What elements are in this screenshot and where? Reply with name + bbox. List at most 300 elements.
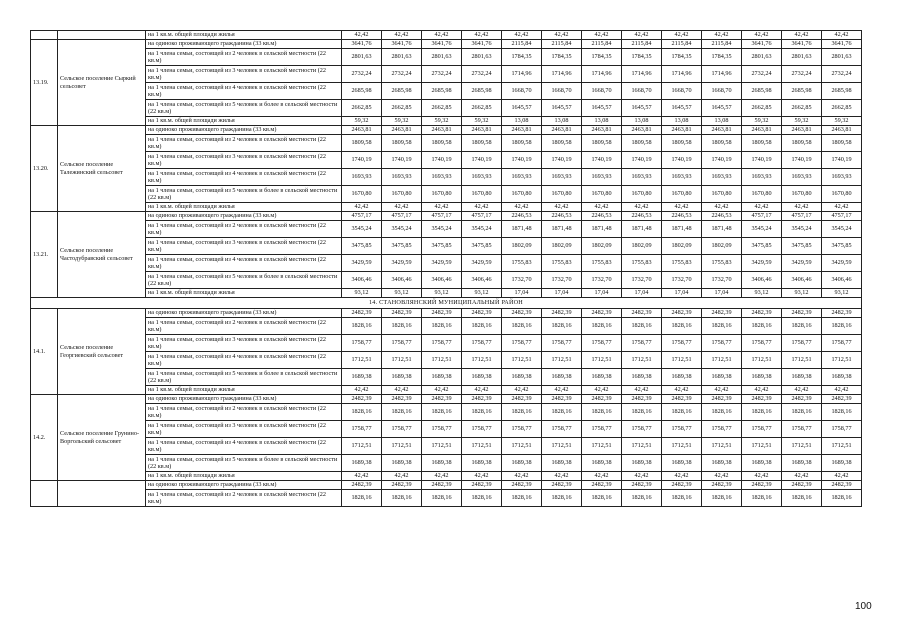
value-cell: 42,42 — [622, 31, 662, 40]
value-cell: 2246,53 — [622, 212, 662, 221]
table-row — [31, 481, 862, 490]
value-cell: 1828,16 — [422, 318, 462, 335]
value-cell: 3429,59 — [382, 255, 422, 272]
settlement-name: Сельское поселение Грунино-Воргольский сельсовет — [58, 395, 146, 481]
value-cell: 2732,24 — [342, 66, 382, 83]
value-cell: 3429,59 — [342, 255, 382, 272]
value-cell: 1689,38 — [742, 369, 782, 386]
value-cell: 1758,77 — [342, 335, 382, 352]
value-cell: 1758,77 — [502, 335, 542, 352]
value-cell: 42,42 — [622, 203, 662, 212]
value-cell: 1758,77 — [822, 421, 862, 438]
value-cell: 2482,39 — [782, 395, 822, 404]
value-cell: 93,12 — [342, 289, 382, 298]
value-cell: 1712,51 — [662, 438, 702, 455]
section-title: 14. СТАНОВЛЯНСКИЙ МУНИЦИПАЛЬНЫЙ РАЙОН — [31, 298, 862, 309]
group-index: 14.1. — [31, 309, 58, 395]
table-row — [31, 40, 862, 49]
value-cell: 2482,39 — [342, 309, 382, 318]
table-row — [31, 455, 862, 472]
value-cell: 1809,58 — [662, 135, 702, 152]
value-cell: 1693,93 — [342, 169, 382, 186]
value-cell: 1740,19 — [702, 152, 742, 169]
row-description: на 1 члена семьи, состоящей из 2 человек в сельской местности (22 кв.м) — [146, 221, 342, 238]
value-cell: 1670,80 — [702, 186, 742, 203]
value-cell: 13,08 — [702, 117, 742, 126]
row-description: на 1 члена семьи, состоящей из 5 человек и более в сельской местности (22 кв.м) — [146, 186, 342, 203]
value-cell: 2482,39 — [742, 309, 782, 318]
value-cell: 59,32 — [742, 117, 782, 126]
value-cell: 1732,70 — [582, 272, 622, 289]
value-cell: 3429,59 — [782, 255, 822, 272]
table-row — [31, 335, 862, 352]
value-cell: 1809,58 — [542, 135, 582, 152]
value-cell: 1828,16 — [382, 490, 422, 507]
table-row — [31, 309, 862, 318]
value-cell: 3429,59 — [822, 255, 862, 272]
value-cell: 4757,17 — [782, 212, 822, 221]
value-cell: 1732,70 — [662, 272, 702, 289]
value-cell: 1714,96 — [662, 66, 702, 83]
value-cell: 1693,93 — [742, 169, 782, 186]
value-cell: 3475,85 — [822, 238, 862, 255]
value-cell: 1670,80 — [342, 186, 382, 203]
value-cell: 4757,17 — [382, 212, 422, 221]
value-cell: 1755,83 — [542, 255, 582, 272]
value-cell: 2482,39 — [782, 481, 822, 490]
value-cell: 3406,46 — [462, 272, 502, 289]
value-cell: 42,42 — [662, 203, 702, 212]
value-cell: 1828,16 — [622, 490, 662, 507]
value-cell: 2801,63 — [342, 49, 382, 66]
value-cell: 1740,19 — [822, 152, 862, 169]
value-cell: 2463,81 — [622, 126, 662, 135]
row-description: на одиноко проживающего гражданина (33 кв.м) — [146, 40, 342, 49]
value-cell: 2482,39 — [502, 481, 542, 490]
value-cell: 2482,39 — [542, 309, 582, 318]
value-cell: 1828,16 — [542, 318, 582, 335]
value-cell: 2463,81 — [582, 126, 622, 135]
table-row — [31, 438, 862, 455]
value-cell: 1645,57 — [582, 100, 622, 117]
value-cell: 2482,39 — [622, 481, 662, 490]
value-cell: 1740,19 — [782, 152, 822, 169]
value-cell: 1758,77 — [382, 421, 422, 438]
settlement-cell — [58, 31, 146, 40]
row-description: на одиноко проживающего гражданина (33 кв.м) — [146, 395, 342, 404]
value-cell: 3429,59 — [462, 255, 502, 272]
value-cell: 17,04 — [542, 289, 582, 298]
table-row — [31, 100, 862, 117]
value-cell: 1668,70 — [622, 83, 662, 100]
value-cell: 2685,98 — [462, 83, 502, 100]
value-cell: 59,32 — [782, 117, 822, 126]
value-cell: 1758,77 — [662, 421, 702, 438]
value-cell: 59,32 — [822, 117, 862, 126]
value-cell: 2482,39 — [382, 395, 422, 404]
value-cell: 42,42 — [422, 386, 462, 395]
table-row — [31, 352, 862, 369]
value-cell: 42,42 — [582, 31, 622, 40]
value-cell: 42,42 — [662, 472, 702, 481]
table-row — [31, 49, 862, 66]
value-cell: 1809,58 — [702, 135, 742, 152]
value-cell: 1828,16 — [822, 490, 862, 507]
value-cell: 13,08 — [662, 117, 702, 126]
table-row — [31, 212, 862, 221]
value-cell: 3545,24 — [342, 221, 382, 238]
value-cell: 1802,09 — [662, 238, 702, 255]
value-cell: 1758,77 — [782, 421, 822, 438]
table-row — [31, 255, 862, 272]
value-cell: 1871,48 — [622, 221, 662, 238]
value-cell: 1645,57 — [542, 100, 582, 117]
value-cell: 2463,81 — [822, 126, 862, 135]
value-cell: 1693,93 — [422, 169, 462, 186]
value-cell: 2482,39 — [462, 309, 502, 318]
table-row — [31, 203, 862, 212]
value-cell: 1758,77 — [542, 421, 582, 438]
value-cell: 1740,19 — [662, 152, 702, 169]
value-cell: 1809,58 — [502, 135, 542, 152]
value-cell: 1828,16 — [422, 404, 462, 421]
settlement-name: Сельское поселение Талежинский сельсовет — [58, 126, 146, 212]
value-cell: 2662,85 — [822, 100, 862, 117]
table-row — [31, 135, 862, 152]
value-cell: 1809,58 — [742, 135, 782, 152]
value-cell: 42,42 — [542, 203, 582, 212]
value-cell: 3475,85 — [382, 238, 422, 255]
value-cell: 1712,51 — [462, 438, 502, 455]
value-cell: 1693,93 — [542, 169, 582, 186]
value-cell: 1828,16 — [582, 404, 622, 421]
value-cell: 93,12 — [782, 289, 822, 298]
value-cell: 42,42 — [542, 386, 582, 395]
value-cell: 42,42 — [382, 472, 422, 481]
value-cell: 1668,70 — [542, 83, 582, 100]
group-index: 13.20. — [31, 126, 58, 212]
value-cell: 2463,81 — [542, 126, 582, 135]
value-cell: 1755,83 — [662, 255, 702, 272]
value-cell: 2482,39 — [742, 395, 782, 404]
value-cell: 1871,48 — [662, 221, 702, 238]
value-cell: 2662,85 — [342, 100, 382, 117]
value-cell: 42,42 — [742, 386, 782, 395]
value-cell: 1809,58 — [462, 135, 502, 152]
value-cell: 2246,53 — [702, 212, 742, 221]
row-description: на 1 члена семьи, состоящей из 4 человек в сельской местности (22 кв.м) — [146, 255, 342, 272]
value-cell: 2732,24 — [822, 66, 862, 83]
value-cell: 1670,80 — [782, 186, 822, 203]
value-cell: 2482,39 — [462, 481, 502, 490]
value-cell: 42,42 — [382, 203, 422, 212]
value-cell: 1828,16 — [382, 318, 422, 335]
value-cell: 1758,77 — [702, 335, 742, 352]
value-cell: 1809,58 — [582, 135, 622, 152]
value-cell: 1740,19 — [342, 152, 382, 169]
value-cell: 1670,80 — [462, 186, 502, 203]
value-cell: 1802,09 — [502, 238, 542, 255]
value-cell: 3545,24 — [422, 221, 462, 238]
value-cell: 1689,38 — [382, 455, 422, 472]
value-cell: 2482,39 — [662, 395, 702, 404]
value-cell: 1828,16 — [582, 318, 622, 335]
value-cell: 42,42 — [582, 203, 622, 212]
value-cell: 1712,51 — [622, 438, 662, 455]
row-description: на 1 члена семьи, состоящей из 2 человек в сельской местности (22 кв.м) — [146, 49, 342, 66]
value-cell: 59,32 — [342, 117, 382, 126]
row-description: на 1 члена семьи, состоящей из 3 человек в сельской местности (22 кв.м) — [146, 335, 342, 352]
value-cell: 3475,85 — [742, 238, 782, 255]
value-cell: 1712,51 — [382, 438, 422, 455]
value-cell: 1670,80 — [542, 186, 582, 203]
value-cell: 1828,16 — [462, 318, 502, 335]
value-cell: 1689,38 — [342, 369, 382, 386]
group-index: 13.21. — [31, 212, 58, 298]
value-cell: 4757,17 — [742, 212, 782, 221]
value-cell: 42,42 — [782, 31, 822, 40]
value-cell: 1693,93 — [822, 169, 862, 186]
value-cell: 42,42 — [742, 203, 782, 212]
value-cell: 42,42 — [622, 472, 662, 481]
value-cell: 1668,70 — [662, 83, 702, 100]
page-number: 100 — [855, 601, 872, 612]
value-cell: 2482,39 — [342, 481, 382, 490]
value-cell: 59,32 — [382, 117, 422, 126]
value-cell: 1689,38 — [662, 369, 702, 386]
value-cell: 1712,51 — [822, 352, 862, 369]
value-cell: 1689,38 — [542, 455, 582, 472]
value-cell: 2801,63 — [382, 49, 422, 66]
value-cell: 42,42 — [342, 31, 382, 40]
value-cell: 2685,98 — [742, 83, 782, 100]
value-cell: 1712,51 — [622, 352, 662, 369]
value-cell: 1714,96 — [622, 66, 662, 83]
table-row — [31, 31, 862, 40]
table-row — [31, 152, 862, 169]
value-cell: 2482,39 — [582, 309, 622, 318]
settlement-name: Сельское поселение Георгиевский сельсовет — [58, 309, 146, 395]
value-cell: 1828,16 — [782, 490, 822, 507]
row-description: на одиноко проживающего гражданина (33 кв.м) — [146, 212, 342, 221]
row-description: на 1 кв.м. общей площади жилья — [146, 472, 342, 481]
value-cell: 1670,80 — [662, 186, 702, 203]
value-cell: 1758,77 — [702, 421, 742, 438]
value-cell: 1689,38 — [702, 455, 742, 472]
value-cell: 1689,38 — [502, 369, 542, 386]
value-cell: 2732,24 — [422, 66, 462, 83]
value-cell: 1740,19 — [542, 152, 582, 169]
row-description: на 1 кв.м. общей площади жилья — [146, 386, 342, 395]
value-cell: 2482,39 — [502, 395, 542, 404]
value-cell: 2662,85 — [742, 100, 782, 117]
value-cell: 2482,39 — [822, 395, 862, 404]
value-cell: 2115,84 — [582, 40, 622, 49]
value-cell: 2732,24 — [462, 66, 502, 83]
value-cell: 1828,16 — [582, 490, 622, 507]
value-cell: 1828,16 — [622, 318, 662, 335]
value-cell: 42,42 — [502, 31, 542, 40]
value-cell: 1758,77 — [742, 421, 782, 438]
value-cell: 1689,38 — [582, 455, 622, 472]
value-cell: 1828,16 — [342, 490, 382, 507]
value-cell: 42,42 — [582, 472, 622, 481]
value-cell: 1828,16 — [702, 490, 742, 507]
value-cell: 1712,51 — [782, 352, 822, 369]
value-cell: 1689,38 — [742, 455, 782, 472]
row-description: на 1 кв.м. общей площади жилья — [146, 289, 342, 298]
value-cell: 3641,76 — [422, 40, 462, 49]
value-cell: 2685,98 — [382, 83, 422, 100]
value-cell: 1755,83 — [622, 255, 662, 272]
value-cell: 2482,39 — [542, 395, 582, 404]
value-cell: 2463,81 — [462, 126, 502, 135]
value-cell: 1740,19 — [622, 152, 662, 169]
value-cell: 2732,24 — [782, 66, 822, 83]
value-cell: 2482,39 — [382, 309, 422, 318]
value-cell: 42,42 — [342, 472, 382, 481]
value-cell: 1758,77 — [782, 335, 822, 352]
value-cell: 2482,39 — [422, 395, 462, 404]
value-cell: 1828,16 — [702, 318, 742, 335]
row-description: на 1 члена семьи, состоящей из 5 человек и более в сельской местности (22 кв.м) — [146, 100, 342, 117]
value-cell: 42,42 — [702, 386, 742, 395]
value-cell: 3641,76 — [822, 40, 862, 49]
section-header-row — [31, 298, 862, 309]
value-cell: 1871,48 — [502, 221, 542, 238]
value-cell: 42,42 — [662, 386, 702, 395]
value-cell: 1732,70 — [702, 272, 742, 289]
value-cell: 42,42 — [822, 31, 862, 40]
value-cell: 1784,35 — [582, 49, 622, 66]
value-cell: 1809,58 — [342, 135, 382, 152]
value-cell: 42,42 — [502, 203, 542, 212]
value-cell: 93,12 — [382, 289, 422, 298]
row-description: на 1 члена семьи, состоящей из 5 человек и более в сельской местности (22 кв.м) — [146, 455, 342, 472]
value-cell: 3641,76 — [462, 40, 502, 49]
row-description: на 1 члена семьи, состоящей из 3 человек в сельской местности (22 кв.м) — [146, 421, 342, 438]
value-cell: 1784,35 — [622, 49, 662, 66]
value-cell: 1689,38 — [582, 369, 622, 386]
value-cell: 1712,51 — [502, 438, 542, 455]
value-cell: 2463,81 — [702, 126, 742, 135]
value-cell: 2482,39 — [542, 481, 582, 490]
row-description: на 1 члена семьи, состоящей из 5 человек и более в сельской местности (22 кв.м) — [146, 369, 342, 386]
value-cell: 93,12 — [742, 289, 782, 298]
value-cell: 3406,46 — [342, 272, 382, 289]
row-description: на 1 члена семьи, состоящей из 2 человек в сельской местности (22 кв.м) — [146, 318, 342, 335]
value-cell: 1828,16 — [662, 318, 702, 335]
value-cell: 1740,19 — [742, 152, 782, 169]
value-cell: 1755,83 — [502, 255, 542, 272]
value-cell: 2463,81 — [342, 126, 382, 135]
value-cell: 1784,35 — [702, 49, 742, 66]
row-description: на 1 члена семьи, состоящей из 4 человек в сельской местности (22 кв.м) — [146, 169, 342, 186]
value-cell: 3641,76 — [742, 40, 782, 49]
value-cell: 3475,85 — [782, 238, 822, 255]
value-cell: 1758,77 — [582, 421, 622, 438]
value-cell: 42,42 — [782, 386, 822, 395]
row-description: на 1 члена семьи, состоящей из 2 человек в сельской местности (22 кв.м) — [146, 490, 342, 507]
value-cell: 93,12 — [822, 289, 862, 298]
value-cell: 93,12 — [462, 289, 502, 298]
value-cell: 1784,35 — [542, 49, 582, 66]
value-cell: 2482,39 — [742, 481, 782, 490]
value-cell: 13,08 — [502, 117, 542, 126]
value-cell: 1689,38 — [822, 455, 862, 472]
value-cell: 1871,48 — [702, 221, 742, 238]
value-cell: 2482,39 — [502, 309, 542, 318]
value-cell: 1828,16 — [702, 404, 742, 421]
group-index: 13.19. — [31, 40, 58, 126]
settlement-name — [58, 481, 146, 507]
value-cell: 42,42 — [742, 31, 782, 40]
table-row — [31, 404, 862, 421]
value-cell: 3545,24 — [822, 221, 862, 238]
tariff-table-body — [31, 31, 862, 507]
value-cell: 42,42 — [462, 203, 502, 212]
value-cell: 1740,19 — [582, 152, 622, 169]
value-cell: 2482,39 — [662, 481, 702, 490]
value-cell: 2482,39 — [342, 395, 382, 404]
table-row — [31, 490, 862, 507]
value-cell: 2482,39 — [622, 395, 662, 404]
row-description: на 1 члена семьи, состоящей из 2 человек в сельской местности (22 кв.м) — [146, 135, 342, 152]
value-cell: 1668,70 — [502, 83, 542, 100]
value-cell: 42,42 — [462, 386, 502, 395]
value-cell: 2685,98 — [342, 83, 382, 100]
row-description: на 1 кв.м. общей площади жилья — [146, 31, 342, 40]
value-cell: 1828,16 — [502, 404, 542, 421]
value-cell: 1645,57 — [702, 100, 742, 117]
value-cell: 1828,16 — [782, 404, 822, 421]
value-cell: 1712,51 — [342, 352, 382, 369]
value-cell: 42,42 — [782, 203, 822, 212]
value-cell: 42,42 — [342, 203, 382, 212]
value-cell: 2246,53 — [542, 212, 582, 221]
table-row — [31, 117, 862, 126]
value-cell: 1689,38 — [462, 369, 502, 386]
value-cell: 1712,51 — [662, 352, 702, 369]
value-cell: 3429,59 — [742, 255, 782, 272]
table-row — [31, 221, 862, 238]
table-row — [31, 395, 862, 404]
value-cell: 1668,70 — [702, 83, 742, 100]
value-cell: 1712,51 — [542, 438, 582, 455]
value-cell: 1693,93 — [582, 169, 622, 186]
value-cell: 59,32 — [462, 117, 502, 126]
table-row — [31, 272, 862, 289]
value-cell: 1828,16 — [742, 490, 782, 507]
group-index: 14.2. — [31, 395, 58, 481]
value-cell: 42,42 — [462, 472, 502, 481]
value-cell: 2801,63 — [782, 49, 822, 66]
table-row — [31, 186, 862, 203]
value-cell: 42,42 — [542, 472, 582, 481]
value-cell: 1740,19 — [422, 152, 462, 169]
value-cell: 1693,93 — [782, 169, 822, 186]
value-cell: 1828,16 — [822, 404, 862, 421]
value-cell: 2463,81 — [502, 126, 542, 135]
value-cell: 1712,51 — [342, 438, 382, 455]
value-cell: 1784,35 — [662, 49, 702, 66]
value-cell: 1802,09 — [582, 238, 622, 255]
value-cell: 2801,63 — [742, 49, 782, 66]
row-description: на 1 члена семьи, состоящей из 5 человек и более в сельской местности (22 кв.м) — [146, 272, 342, 289]
index-cell — [31, 31, 58, 40]
value-cell: 2463,81 — [662, 126, 702, 135]
table-row — [31, 126, 862, 135]
